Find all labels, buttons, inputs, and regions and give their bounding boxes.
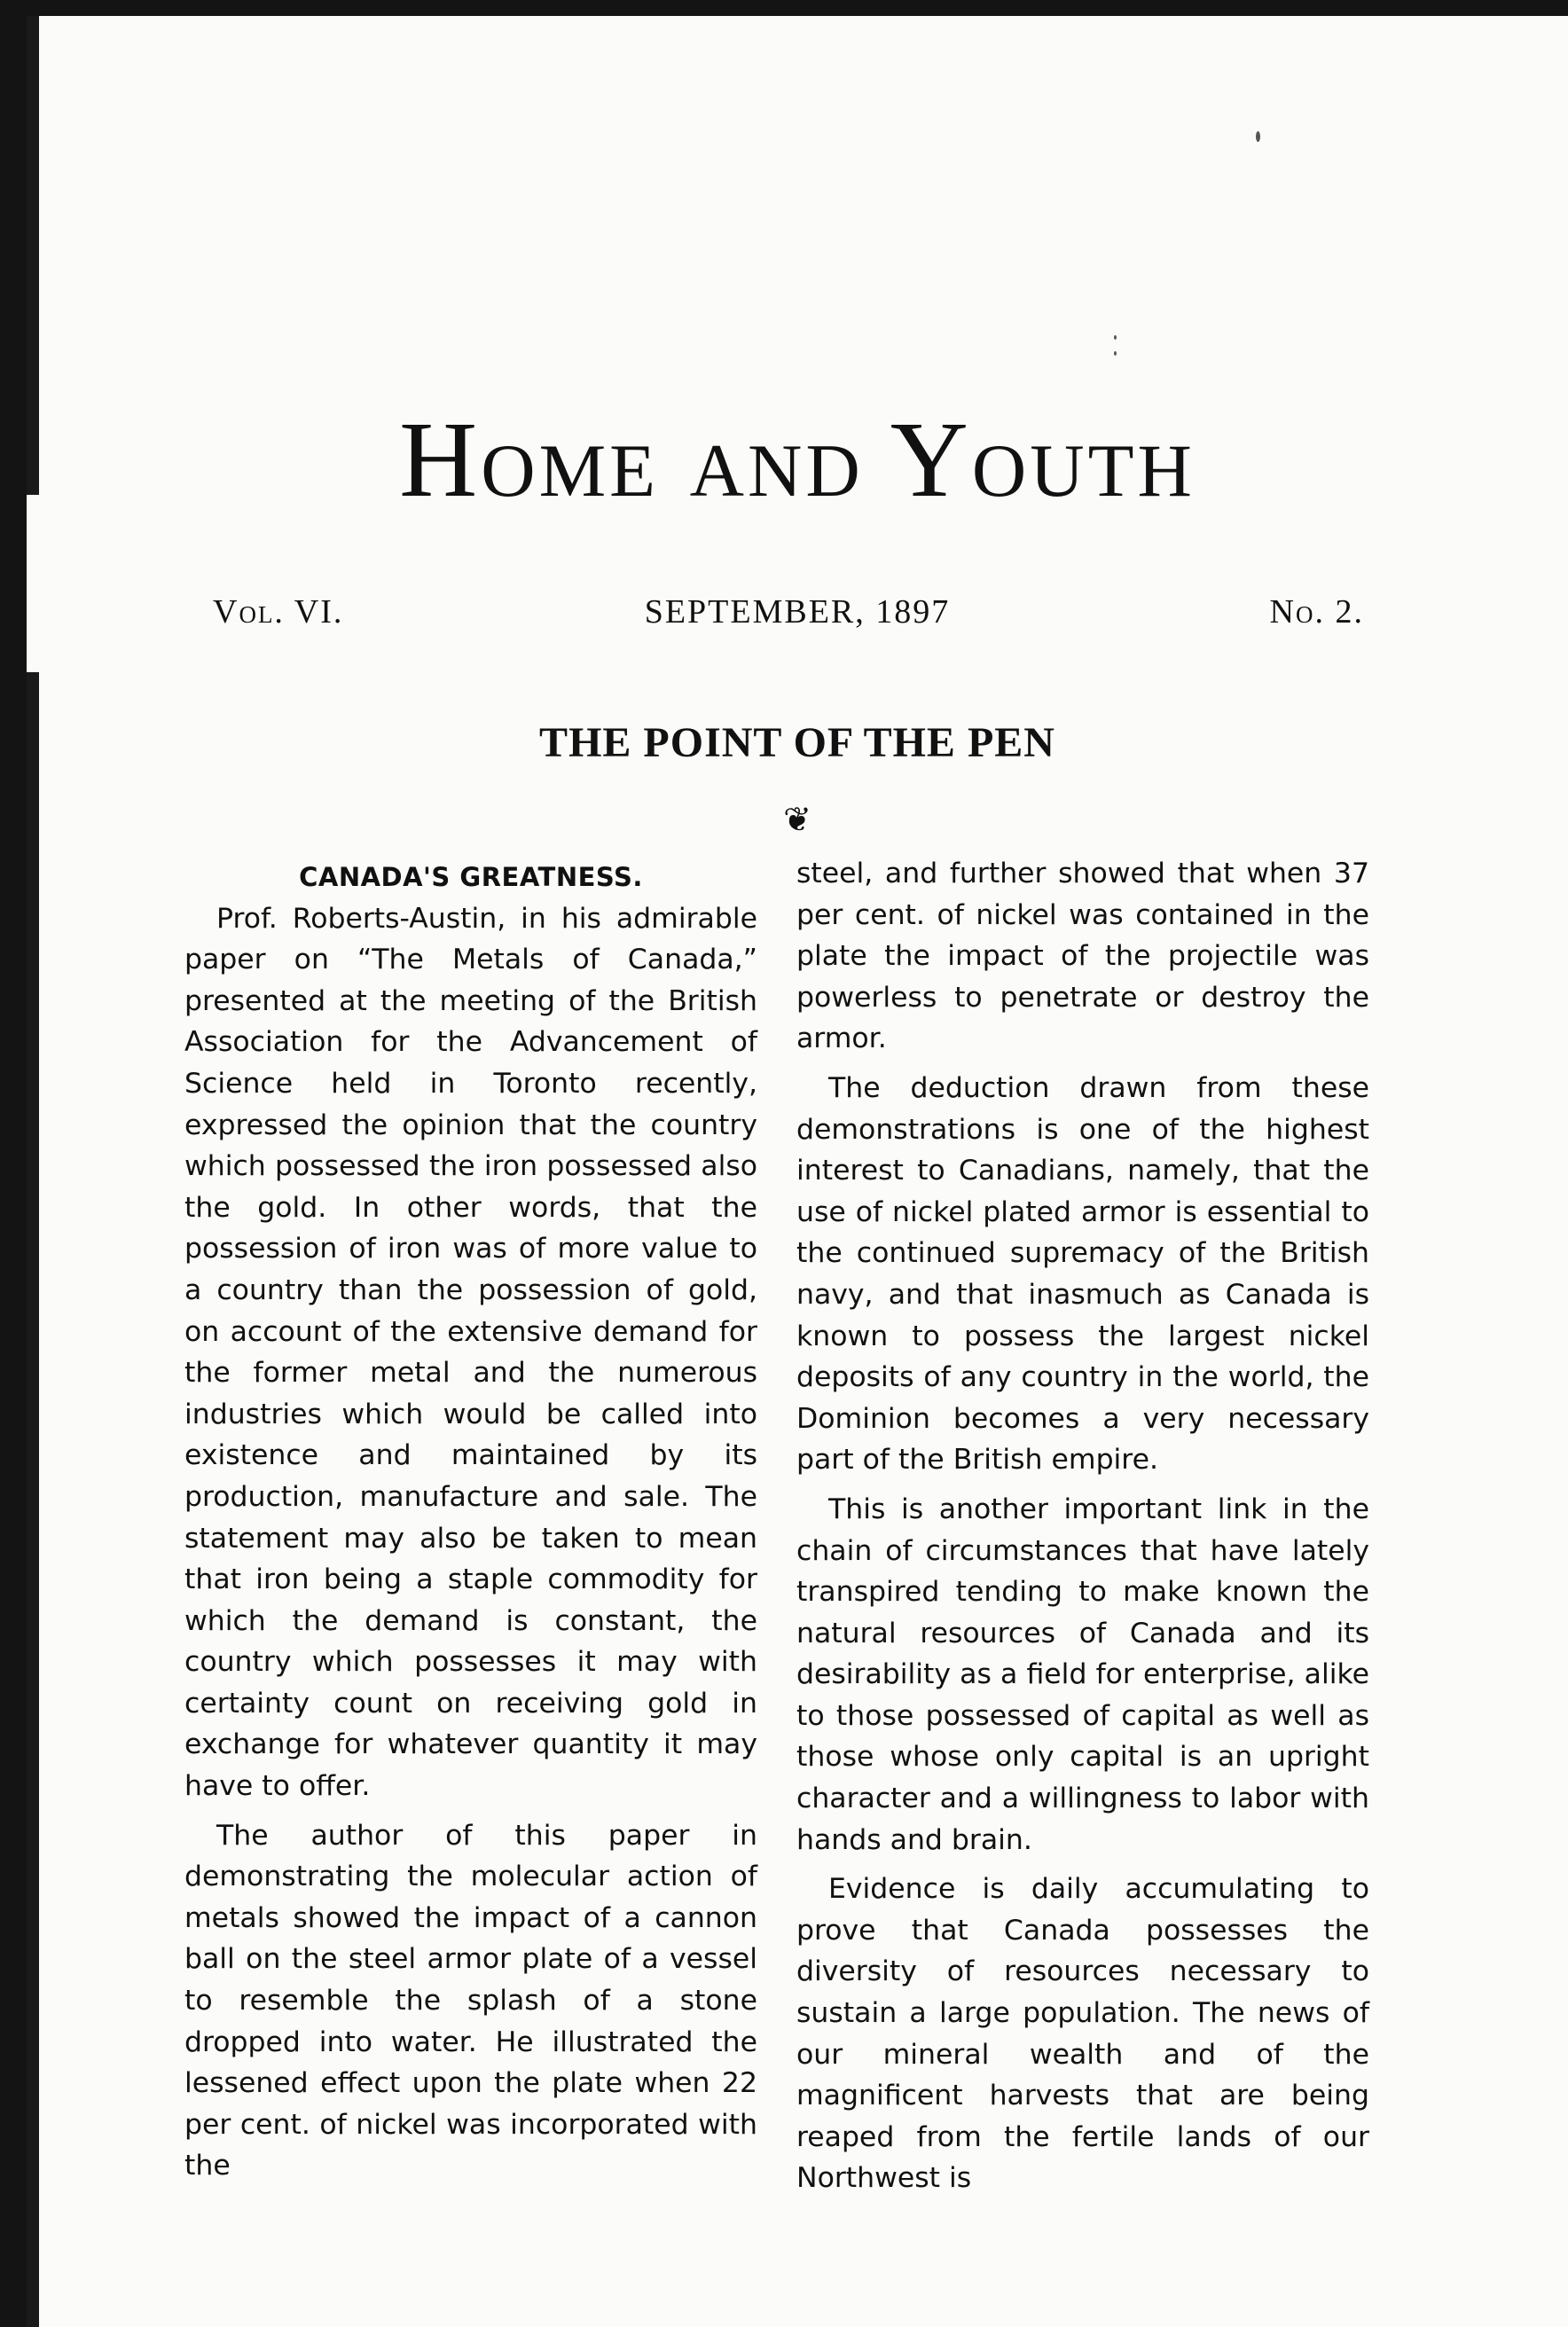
article-paragraph: The deduction drawn from these demonstrations is one of the highest interest to Canadians, namely, that the use of nickel plated armor is essential to the continued supremacy of the British navy, and that inasmuch as Canada is known to possess the largest nickel deposits of any country in the world, the Dominion becomes a very necessary part of the British empire. [796,1071,1369,1477]
fleuron-ornament-icon: ❦ [783,800,811,839]
article-paragraph: Evidence is daily accumulating to prove that Canada possesses the diversity of resources necessary to sustain a large population. The news of our mineral wealth and of the magnificent harvests that are being reaped from the fertile lands of our Northwest is [796,1873,1369,2195]
scan-speck [1256,131,1260,142]
article-paragraph: The author of this paper in demonstrating the molecular action of metals showed the impact of a cannon ball on the steel armor plate of a vessel to resemble the splash of a stone dropped into water. He illustrated the lessened effect upon the plate when 22 per cent. of nickel was incorporated with the [184,1819,757,2182]
article-heading: CANADA'S GREATNESS. [299,862,643,892]
issue-volume: Vol. VI. [213,593,344,631]
article-paragraph-continued: steel, and further showed that when 37 per cent. of nickel was contained in the plate the impact of the projectile was powerless to penetrate or destroy the armor. [796,858,1369,1055]
section-title: THE POINT OF THE PEN [539,719,1055,766]
binding-edge-mark [27,672,39,2327]
article-paragraph: This is another important link in the chain of circumstances that have lately transpired tending to make known the natural resources of Canada and its desirability as a field for enterprise, alike to those possessed of capital as well as those whose only capital is an upright character and a willingness to labor with hands and brain. [796,1493,1369,1856]
article-paragraph: Prof. Roberts-Austin, in his admirable paper on “The Metals of Canada,” presented at the meeting of the British Association for the Advancement of Science held in Toronto recently, expressed the opinion that the country which possessed the iron possessed also the gold. In other words, that the possession of iron was of more value to a country than the possession of gold, on account of the extensive demand for the former metal and the numerous industries which would be called into existence and maintained by its production, manufacture and sale. The statement may also be taken to mean that iron being a staple commodity for which the demand is constant, the country which possesses it may with certainty count on receiving gold in exchange for whatever quantity it may have to offer. [184,902,757,1803]
scan-speck [1114,351,1117,356]
article-column-left [184,857,757,2195]
issue-number: No. 2. [1269,593,1364,631]
scan-speck [1114,335,1117,340]
issue-date: SEPTEMBER, 1897 [644,593,951,631]
article-column-right [796,853,1369,2207]
scanned-page [27,16,1568,2327]
publication-title: Home and Youth [399,400,1196,520]
